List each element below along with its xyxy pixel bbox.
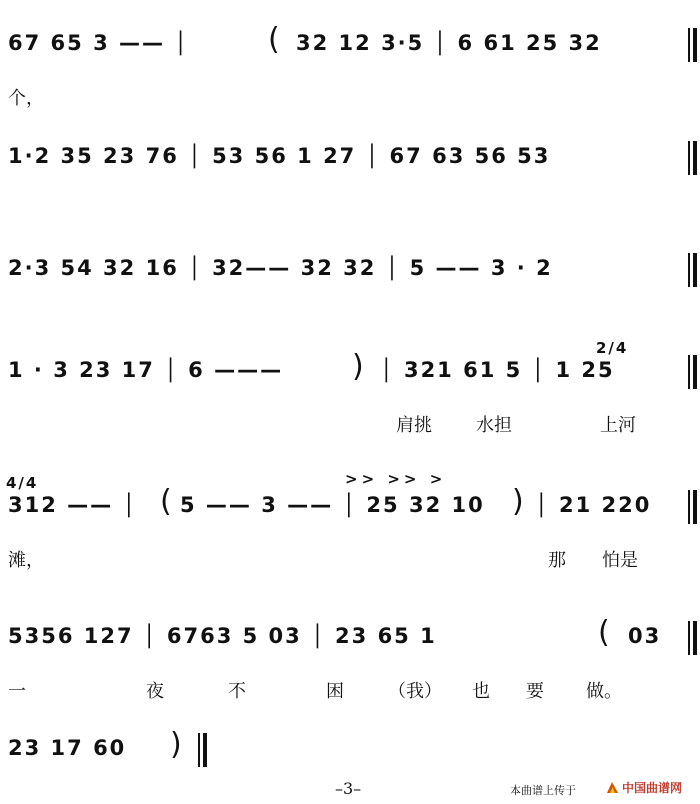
lyric-text: 水担 <box>476 415 512 436</box>
time-signature: 2/4 <box>596 339 629 357</box>
notation-segment: 5356 127 │ 6763 5 03 │ 23 65 1 <box>8 624 437 648</box>
bracket-symbol: ( <box>160 484 174 519</box>
lyric-text: 肩挑 <box>396 415 432 436</box>
lyric-text: 那 <box>548 550 566 571</box>
lyric-text: 上河 <box>600 415 636 436</box>
lyric-text: 一 <box>8 681 26 702</box>
notation-segment: 67 65 3 —— │ <box>8 31 189 55</box>
lyric-text: 做。 <box>586 681 622 702</box>
final-barline <box>688 28 690 62</box>
bracket-symbol: ) <box>352 349 366 384</box>
bracket-symbol: ) <box>170 727 184 762</box>
notation-segment: 312 —— │ <box>8 493 138 517</box>
notation-segment: 23 17 60 <box>8 736 127 760</box>
notation-segment: 03 <box>628 624 662 648</box>
site-name[interactable]: 中国曲谱网 <box>622 781 683 795</box>
upload-credit: 本曲谱上传于 <box>510 784 576 797</box>
site-logo-icon <box>606 781 619 794</box>
time-signature: 4/4 <box>6 474 39 492</box>
final-barline <box>688 621 690 655</box>
bracket-symbol: ) <box>512 484 526 519</box>
lyric-text: 不 <box>228 681 246 702</box>
notation-segment: 2·3 54 32 16 │ 32—— 32 32 │ 5 —— 3 · 2 <box>8 256 553 280</box>
final-barline <box>688 141 690 175</box>
lyric-text: 怕是 <box>602 550 638 571</box>
final-barline <box>198 733 200 767</box>
final-barline <box>688 253 690 287</box>
lyric-text: 要 <box>526 681 544 702</box>
lyric-text: （我） <box>388 681 442 702</box>
bracket-symbol: ( <box>268 22 282 57</box>
bracket-symbol: ( <box>598 615 612 650</box>
final-barline <box>688 490 690 524</box>
lyric-text: 滩， <box>8 550 44 571</box>
notation-segment: 32 12 3·5 │ 6 61 25 32 <box>296 31 602 55</box>
lyric-text: 困 <box>326 681 344 702</box>
notation-segment: 1·2 35 23 76 │ 53 56 1 27 │ 67 63 56 53 <box>8 144 551 168</box>
lyric-text: 也 <box>472 681 490 702</box>
notation-segment: │ 321 61 5 │ 1 25 <box>380 358 615 382</box>
final-barline <box>688 355 690 389</box>
notation-segment: 1 · 3 23 17 │ 6 ——— <box>8 358 284 382</box>
notation-segment: 5 —— 3 —— │ 25 32 10 <box>180 493 485 517</box>
lyric-text: 夜 <box>146 681 164 702</box>
page-number: –3– <box>335 779 362 798</box>
lyric-text: 个， <box>8 88 44 109</box>
accent-marks: >> >> > <box>345 470 447 488</box>
notation-segment: │ 21 220 <box>535 493 652 517</box>
